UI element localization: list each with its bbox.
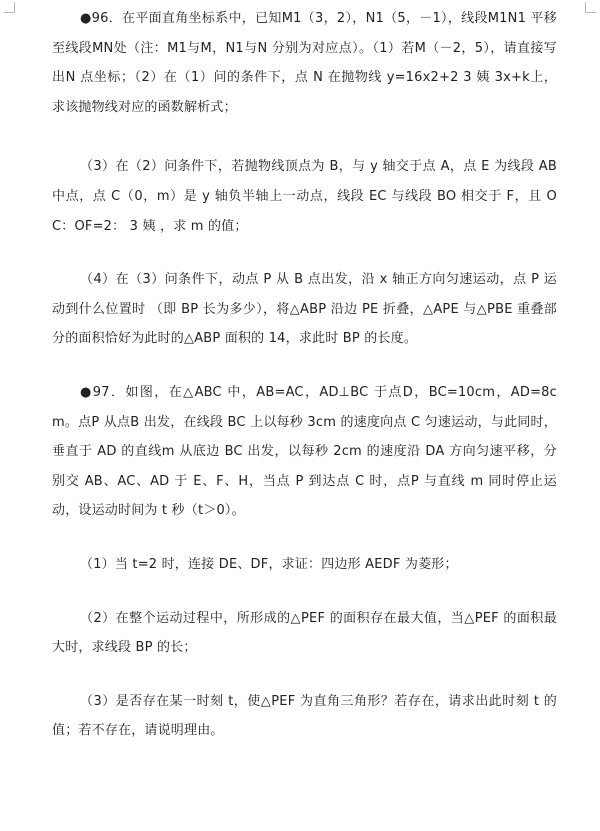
problem-97-part1: （1）当 t=2 时，连接 DE、DF，求证：四边形 AEDF 为菱形； <box>80 556 458 572</box>
page-corner-mark-right <box>585 2 596 13</box>
problem-96-part3: （3）在（2）问条件下，若抛物线顶点为 B，与 y 轴交于点 A，点 E 为线段 AB 中点，点 C（0，m）是 y 轴负半轴上一动点，线段 EC 与线段 BO 相交于 F，且 OC：OF=2： 3 姨 ，求 m 的值； <box>52 159 557 234</box>
problem-97-part2: （2）在整个运动过程中，所形成的△PEF 的面积存在最大值，当△PEF 的面积最大时，求线段 BP 的长； <box>52 610 557 656</box>
problem-97-part3: （3）是否存在某一时刻 t，使△PEF 为直角三角形？若存在，请求出此时刻 t 的值；若不存在，请说明理由。 <box>52 693 557 739</box>
document-body <box>52 4 557 746</box>
problem-97-intro: ●97．如图，在△ABC 中，AB=AC，AD⊥BC 于点D，BC=10cm，AD=8cm。点P 从点B 出发，在线段 BC 上以每秒 3cm 的速度向点 C 匀速运动，与此同时，垂直于 AD 的直线m 从底边 BC 出发，以每秒 2cm 的速度沿 DA 方向匀速平移，分别交 AB、AC、AD 于 E、F、H，当点 P 到达点 C 时，点P 与直线 m 同时停止运动，设运动时间为 t 秒（t＞0）。 <box>52 384 557 519</box>
problem-96-intro: ●96．在平面直角坐标系中，已知M1（3，2），N1（5，－1），线段M1N1 平移至线段MN处（注：M1与M，N1与N 分别为对应点）。（1）若M（－2，5），请直接写出N 点坐标；（2）在（1）问的条件下，点 N 在抛物线 y=16x2+2 3 姨 3x+k上，求该抛物线对应的函数解析式； <box>52 11 557 115</box>
page-corner-mark-left <box>4 2 15 13</box>
problem-96-part4: （4）在（3）问条件下，动点 P 从 B 点出发，沿 x 轴正方向匀速运动，点 P 运动到什么位置时 （即 BP 长为多少），将△ABP 沿边 PE 折叠，△APE 与△PBE 重叠部分的面积恰好为此时的△ABP 面积的 14，求此时 BP 的长度。 <box>52 272 557 347</box>
